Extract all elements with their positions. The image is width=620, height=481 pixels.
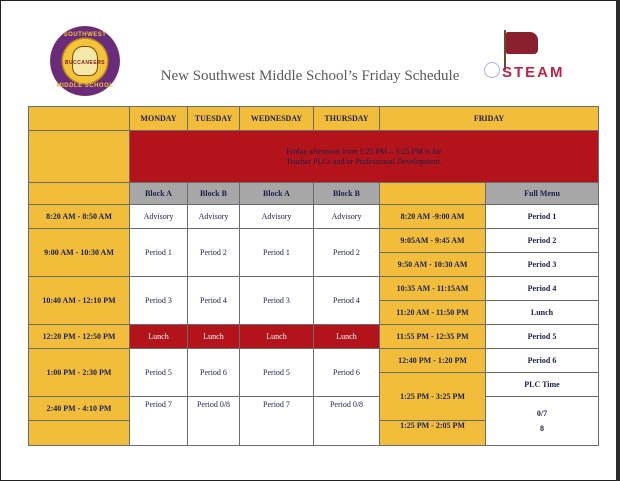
day-cell: Period 1 bbox=[130, 229, 188, 277]
table-row bbox=[29, 277, 599, 301]
friday-menu-item: Period 5 bbox=[486, 325, 599, 349]
table-row bbox=[29, 325, 599, 349]
logo-bottom-text: MIDDLE SCHOOL bbox=[56, 83, 114, 89]
flag-icon bbox=[506, 32, 538, 54]
friday-menu-item bbox=[486, 397, 599, 446]
time-slot: 2:40 PM - 4:10 PM bbox=[29, 397, 130, 421]
time-slot: 12:20 PM - 12:50 PM bbox=[29, 325, 130, 349]
day-cell: Period 5 bbox=[130, 349, 188, 397]
day-cell: Advisory bbox=[130, 205, 188, 229]
block-row bbox=[29, 183, 599, 205]
banner-row bbox=[29, 131, 599, 183]
friday-time: 12:40 PM - 1:20 PM bbox=[380, 349, 486, 373]
school-logo bbox=[50, 26, 120, 96]
page-edge bbox=[616, 0, 620, 481]
page-title: New Southwest Middle School’s Friday Schedule bbox=[160, 68, 460, 84]
friday-menu-item: Period 2 bbox=[486, 229, 599, 253]
time-slot: 9:00 AM - 10:30 AM bbox=[29, 229, 130, 277]
table-row bbox=[29, 229, 599, 253]
day-cell: Period 2 bbox=[188, 229, 240, 277]
day-cell: Period 3 bbox=[240, 277, 314, 325]
friday-menu-item: Lunch bbox=[486, 301, 599, 325]
header-row bbox=[29, 107, 599, 131]
friday-block-cell bbox=[380, 183, 486, 205]
lunch-cell: Lunch bbox=[314, 325, 380, 349]
day-cell: Period 5 bbox=[240, 349, 314, 397]
day-cell: Period 0/8 bbox=[188, 397, 240, 446]
friday-time: 11:55 PM - 12:35 PM bbox=[380, 325, 486, 349]
day-cell: Advisory bbox=[240, 205, 314, 229]
steam-logo-text: STEAM bbox=[502, 64, 565, 81]
block-label: Block A bbox=[240, 183, 314, 205]
lunch-cell: Lunch bbox=[188, 325, 240, 349]
empty-time-cell bbox=[29, 421, 130, 446]
day-cell: Period 0/8 bbox=[314, 397, 380, 446]
logo-top-text: SOUTHWEST bbox=[63, 32, 107, 38]
schedule-table bbox=[28, 106, 599, 446]
time-slot: 1:00 PM - 2:30 PM bbox=[29, 349, 130, 397]
banner-line-1: Friday afternoon from 1:25 PM – 3:25 PM is for bbox=[286, 147, 442, 157]
friday-menu-item: Period 4 bbox=[486, 277, 599, 301]
block-label: Block A bbox=[130, 183, 188, 205]
day-cell: Advisory bbox=[314, 205, 380, 229]
block-label: Block B bbox=[314, 183, 380, 205]
day-cell: Period 4 bbox=[188, 277, 240, 325]
header-friday: FRIDAY bbox=[380, 107, 599, 131]
day-cell: Period 6 bbox=[188, 349, 240, 397]
friday-menu-line: 0/7 bbox=[536, 408, 548, 418]
full-menu-label: Full Menu bbox=[486, 183, 599, 205]
lunch-cell: Lunch bbox=[130, 325, 188, 349]
steam-logo bbox=[484, 30, 584, 90]
friday-time: 9:50 AM - 10:30 AM bbox=[380, 253, 486, 277]
header-thursday: THURSDAY bbox=[314, 107, 380, 131]
friday-time: 11:20 AM - 11:50 PM bbox=[380, 301, 486, 325]
friday-menu-item: Period 6 bbox=[486, 349, 599, 373]
friday-menu-item: Period 3 bbox=[486, 253, 599, 277]
day-cell: Advisory bbox=[188, 205, 240, 229]
day-cell: Period 6 bbox=[314, 349, 380, 397]
table-row bbox=[29, 349, 599, 373]
friday-time: 10:35 AM - 11:15AM bbox=[380, 277, 486, 301]
time-slot: 10:40 AM - 12:10 PM bbox=[29, 277, 130, 325]
friday-time: 9:05AM - 9:45 AM bbox=[380, 229, 486, 253]
lunch-cell: Lunch bbox=[240, 325, 314, 349]
friday-menu-item: PLC Time bbox=[486, 373, 599, 397]
header-wednesday: WEDNESDAY bbox=[240, 107, 314, 131]
day-cell: Period 7 bbox=[240, 397, 314, 446]
friday-time: 1:25 PM - 3:25 PM bbox=[380, 373, 486, 421]
day-cell: Period 1 bbox=[240, 229, 314, 277]
block-label: Block B bbox=[188, 183, 240, 205]
corner-cell bbox=[29, 107, 130, 131]
friday-time: 1:25 PM - 2:05 PM bbox=[380, 421, 486, 446]
plc-banner bbox=[130, 131, 599, 183]
block-left-cell bbox=[29, 183, 130, 205]
header-tuesday: TUESDAY bbox=[188, 107, 240, 131]
banner-line-2: Teacher PLCs and/or Professional Development. bbox=[285, 156, 443, 166]
table-row bbox=[29, 397, 599, 421]
banner-left-cell bbox=[29, 131, 130, 183]
day-cell: Period 7 bbox=[130, 397, 188, 446]
time-slot: 8:20 AM - 8:50 AM bbox=[29, 205, 130, 229]
table-row bbox=[29, 205, 599, 229]
friday-time: 8:20 AM -9:00 AM bbox=[380, 205, 486, 229]
friday-menu-line: 8 bbox=[540, 424, 544, 433]
header-monday: MONDAY bbox=[130, 107, 188, 131]
day-cell: Period 3 bbox=[130, 277, 188, 325]
day-cell: Period 4 bbox=[314, 277, 380, 325]
day-cell: Period 2 bbox=[314, 229, 380, 277]
logo-center-text: BUCCANEERS bbox=[64, 60, 106, 66]
friday-menu-item: Period 1 bbox=[486, 205, 599, 229]
